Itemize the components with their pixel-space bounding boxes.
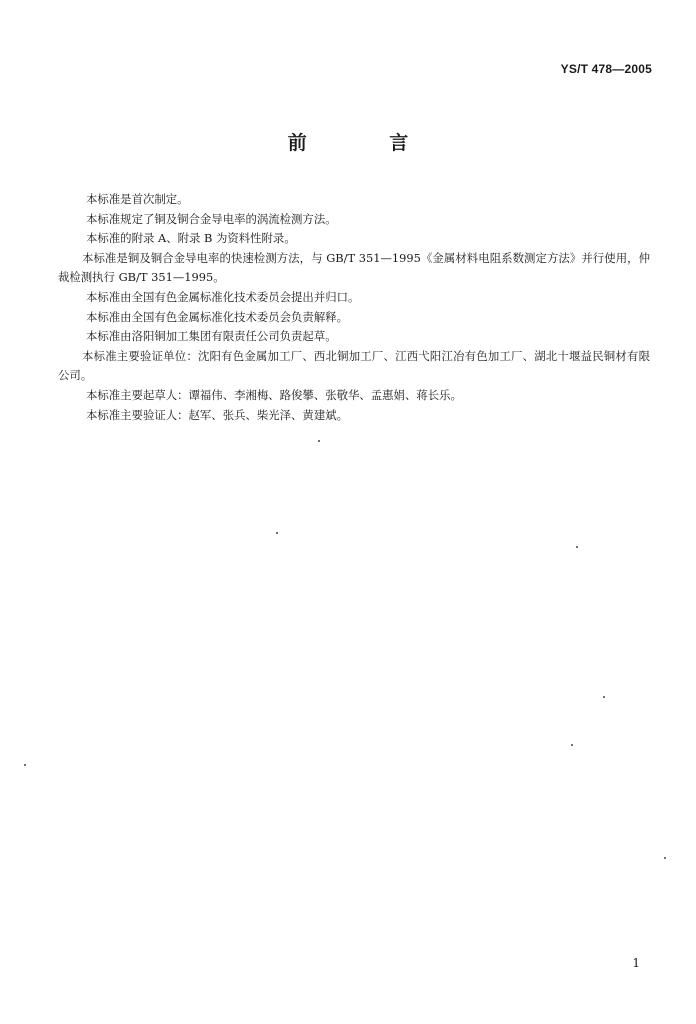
preface-body [58,190,650,425]
paragraph: 本标准主要验证单位：沈阳有色金属加工厂、西北铜加工厂、江西弋阳江冶有色加工厂、湖北十堰益民铜材有限公司。 [58,348,650,383]
paragraph: 本标准规定了铜及铜合金导电率的涡流检测方法。 [86,211,337,226]
scan-speck [664,857,666,859]
standard-code: YS/T 478—2005 [560,62,652,76]
page-number: 1 [632,956,640,970]
paragraph: 本标准是铜及铜合金导电率的快速检测方法，与 GB/T 351—1995《金属材料电阻系数测定方法》并行使用，仲裁检测执行 GB/T 351—1995。 [58,250,650,285]
paragraph: 本标准由洛阳铜加工集团有限责任公司负责起草。 [86,329,337,344]
paragraph: 本标准的附录 A、附录 B 为资料性附录。 [86,231,296,246]
scan-speck [24,764,26,766]
scan-speck [576,546,578,548]
paragraph: 本标准由全国有色金属标准化技术委员会提出并归口。 [86,289,360,304]
paragraph: 本标准由全国有色金属标准化技术委员会负责解释。 [86,309,348,324]
scan-speck [276,532,278,534]
page-title: 前 言 [287,132,447,154]
scan-speck [603,696,605,698]
paragraph: 本标准主要起草人：谭福伟、李湘梅、路俊攀、张敬华、孟惠娟、蒋长乐。 [86,387,462,402]
paragraph: 本标准主要验证人：赵军、张兵、柴光泽、黄建斌。 [86,407,348,422]
paragraph: 本标准是首次制定。 [86,192,189,206]
scan-speck [318,440,320,442]
scan-speck [571,744,573,746]
